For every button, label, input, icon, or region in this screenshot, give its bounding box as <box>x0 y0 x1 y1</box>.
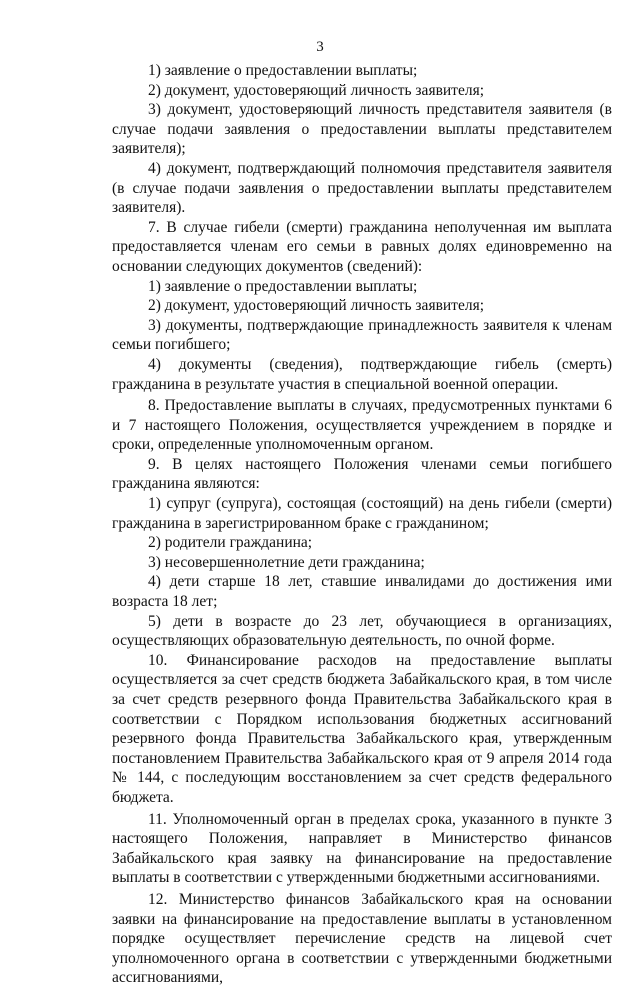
paragraph-6-item-1: 1) заявление о предоставлении выплаты; <box>148 62 418 79</box>
paragraph-7-item-4: 4) документы (сведения), подтверждающие гибель (смерть) гражданина в результате участия в специальной военной операции. <box>112 355 612 393</box>
paragraph-12: 12. Министерство финансов Забайкальского края на основании заявки на финансирование на предоставление выплаты в установленном порядке осуществляет перечисление средств на лицевой счет уполномоченного органа в соответствии с утвержденными бюджетными ассигнованиями, <box>112 890 612 987</box>
paragraph-9-item-2: 2) родители гражданина; <box>148 534 313 552</box>
paragraph-6-item-4: 4) документ, подтверждающий полномочия представителя заявителя (в случае подачи заявления о предоставлении выплаты представителем заявителя). <box>112 159 612 217</box>
paragraph-7-item-1: 1) заявление о предоставлении выплаты; <box>148 277 418 295</box>
paragraph-10: 10. Финансирование расходов на предоставление выплаты осуществляется за счет средств бюджета Забайкальского края, в том числе за счет средств резервного фонда Правительства Забайкальского края в соответствии с Порядком использования бюджетных ассигнований резервного фонда Правительства Забайкальского края, утвержденным постановлением Правительства Забайкальского края от 9 апреля 2014 года № 144, с последующим восстановлением за счет средств федерального бюджета. <box>112 651 612 806</box>
page-number: 3 <box>316 39 324 55</box>
paragraph-9: 9. В целях настоящего Положения членами семьи погибшего гражданина являются: <box>112 455 612 493</box>
document-body <box>112 61 612 988</box>
paragraph-6-item-3: 3) документ, удостоверяющий личность представителя заявителя (в случае подачи заявления о предоставлении выплаты представителем заявителя); <box>112 101 612 158</box>
paragraph-7: 7. В случае гибели (смерти) гражданина неполученная им выплата предоставляется членам его семьи в равных долях единовременно на основании следующих документов (сведений): <box>112 218 612 275</box>
paragraph-8: 8. Предоставление выплаты в случаях, предусмотренных пунктами 6 и 7 настоящего Положения, осуществляется учреждением в порядке и сроки, определенные уполномоченным органом. <box>112 397 612 454</box>
paragraph-9-item-4: 4) дети старше 18 лет, ставшие инвалидами до достижения ими возраста 18 лет; <box>112 573 612 611</box>
paragraph-9-item-1: 1) супруг (супруга), состоящая (состоящий) на день гибели (смерти) гражданина в зарегистрированном браке с гражданином; <box>112 495 612 532</box>
paragraph-11: 11. Уполномоченный орган в пределах срока, указанного в пункте 3 настоящего Положения, направляет в Министерство финансов Забайкальского края заявку на финансирование на предоставление выплаты в соответствии с утвержденными бюджетными ассигнованиями. <box>112 810 612 887</box>
paragraph-7-item-2: 2) документ, удостоверяющий личность заявителя; <box>148 297 485 315</box>
paragraph-9-item-5: 5) дети в возрасте до 23 лет, обучающиеся в организациях, осуществляющих образовательную деятельность, по очной форме. <box>112 612 612 650</box>
paragraph-9-item-3: 3) несовершеннолетние дети гражданина; <box>148 553 425 571</box>
paragraph-6-item-2: 2) документ, удостоверяющий личность заявителя; <box>148 81 485 99</box>
paragraph-7-item-3: 3) документы, подтверждающие принадлежность заявителя к членам семьи погибшего; <box>112 316 612 354</box>
